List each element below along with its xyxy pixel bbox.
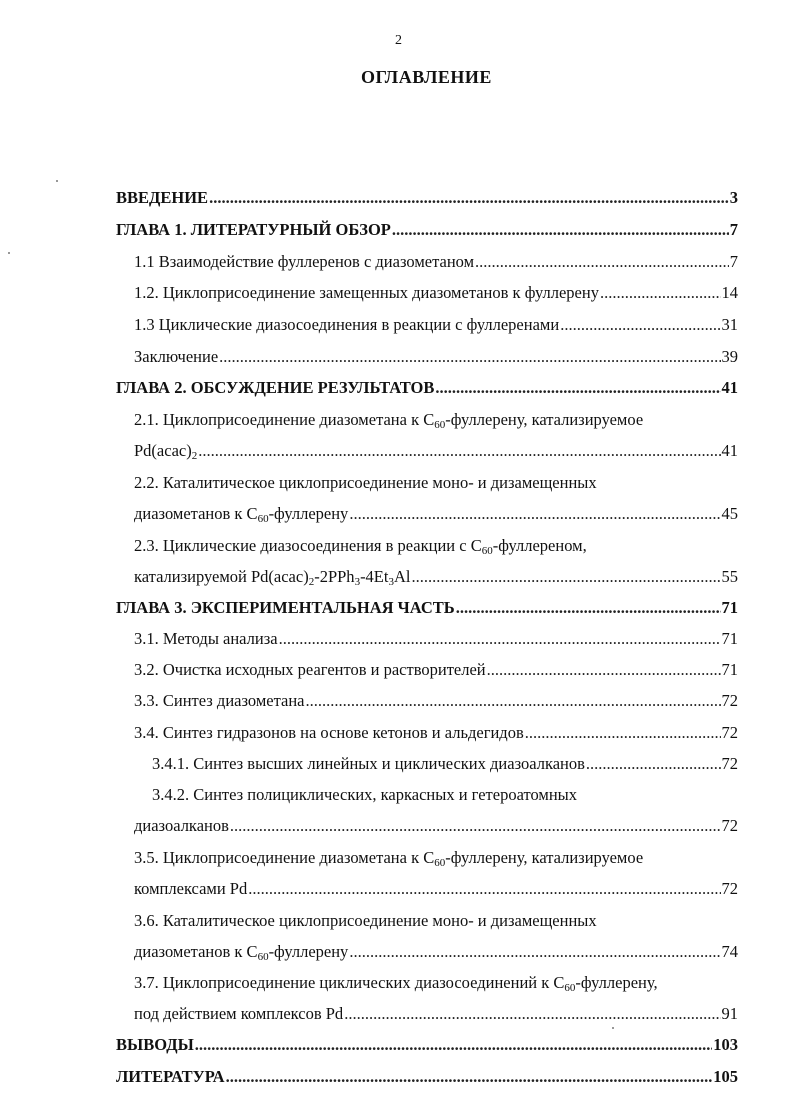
toc-entry-1-2: 1.2. Циклоприсоединение замещенных диазометанов к фуллерену ..... 14 xyxy=(134,277,738,309)
dot-leader xyxy=(435,372,720,404)
toc-entry-3-6-line2: диазометанов к $С_{60}$-фуллерену ..... 74 xyxy=(134,936,738,968)
toc-entry-conclusion-1: Заключение ..... 39 xyxy=(134,341,738,373)
toc-entry-3-6-line1: 3.6. Каталитическое циклоприсоединение моно- и дизамещенных xyxy=(134,911,597,930)
page-title: ОГЛАВЛЕНИЕ xyxy=(361,67,492,87)
dot-leader xyxy=(226,1061,713,1093)
dot-leader xyxy=(487,654,721,686)
dot-leader xyxy=(349,498,720,530)
dot-leader xyxy=(560,309,720,341)
dot-leader xyxy=(344,998,720,1030)
page-number: 2 xyxy=(395,33,402,48)
toc-entry-1-3: 1.3 Циклические диазосоединения в реакции с фуллеренами ..... 31 xyxy=(134,309,738,341)
scan-speck xyxy=(56,180,58,182)
toc-entry-3-7-line1: 3.7. Циклоприсоединение циклических диазосоединений к $С_{60}$-фуллерену, xyxy=(134,973,658,994)
toc-entry-3-4-2-line1: 3.4.2. Синтез полициклических, каркасных и гетероатомных xyxy=(152,785,578,804)
dot-leader xyxy=(248,873,720,905)
dot-leader xyxy=(349,936,720,968)
toc-entry-3-4: 3.4. Синтез гидразонов на основе кетонов и альдегидов ..... 72 xyxy=(134,717,738,749)
toc-entry-2-2-line1: 2.2. Каталитическое циклоприсоединение моно- и дизамещенных xyxy=(134,473,597,492)
dot-leader xyxy=(219,341,720,373)
dot-leader xyxy=(392,214,729,246)
dot-leader xyxy=(586,748,721,780)
dot-leader xyxy=(411,561,720,593)
dot-leader xyxy=(305,685,720,717)
toc-entry-3-5-line2: комплексами Pd ..... 72 xyxy=(134,873,738,905)
dot-leader xyxy=(456,592,721,624)
dot-leader xyxy=(279,623,721,655)
toc-entry-2-1-line1: 2.1. Циклоприсоединение диазометана к $С_{60}$-фуллерену, катализируемое xyxy=(134,410,644,431)
toc-entry-3-5-line1: 3.5. Циклоприсоединение диазометана к $С_{60}$-фуллерену, катализируемое xyxy=(134,848,644,869)
toc-entry-3-1: 3.1. Методы анализа ..... 71 xyxy=(134,623,738,655)
toc-entry-chapter-1: ГЛАВА 1. ЛИТЕРАТУРНЫЙ ОБЗОР ..... 7 xyxy=(116,214,738,246)
toc-entry-2-3-line1: 2.3. Циклические диазосоединения в реакции с $С_{60}$-фуллереном, xyxy=(134,536,587,557)
scan-speck xyxy=(8,252,10,254)
toc-entry-chapter-2: ГЛАВА 2. ОБСУЖДЕНИЕ РЕЗУЛЬТАТОВ ..... 41 xyxy=(116,372,738,404)
toc-entry-chapter-3: ГЛАВА 3. ЭКСПЕРИМЕНТАЛЬНАЯ ЧАСТЬ ..... 71 xyxy=(116,592,738,624)
dot-leader xyxy=(209,182,729,214)
toc-entry-intro: ВВЕДЕНИЕ ..... 3 xyxy=(116,182,738,214)
dot-leader xyxy=(600,277,721,309)
toc-entry-3-3: 3.3. Синтез диазометана ..... 72 xyxy=(134,685,738,717)
toc-entry-3-4-1: 3.4.1. Синтез высших линейных и циклических диазоалканов ..... 72 xyxy=(152,748,738,780)
toc-entry-conclusions: ВЫВОДЫ ..... 103 xyxy=(116,1029,738,1061)
dot-leader xyxy=(475,246,729,278)
dot-leader xyxy=(195,1029,712,1061)
toc-entry-1-1: 1.1 Взаимодействие фуллеренов с диазометаном ..... 7 xyxy=(134,246,738,278)
scan-speck xyxy=(612,1027,614,1029)
toc-entry-2-3-line2: катализируемой $Pd(acac)_2-2PPh_3-4Et_3Al$ ..... 55 xyxy=(134,561,738,593)
toc-entry-2-2-line2: диазометанов к $С_{60}$-фуллерену ..... 45 xyxy=(134,498,738,530)
dot-leader xyxy=(230,810,721,842)
toc-entry-literature: ЛИТЕРАТУРА ..... 105 xyxy=(116,1061,738,1093)
toc-entry-3-2: 3.2. Очистка исходных реагентов и растворителей ..... 71 xyxy=(134,654,738,686)
dot-leader xyxy=(525,717,721,749)
dot-leader xyxy=(198,435,720,467)
toc-entry-3-7-line2: под действием комплексов Pd ..... 91 xyxy=(134,998,738,1030)
toc-entry-3-4-2-line2: диазоалканов ..... 72 xyxy=(134,810,738,842)
toc-entry-2-1-line2: $Pd(acac)_2$ ..... 41 xyxy=(134,435,738,467)
